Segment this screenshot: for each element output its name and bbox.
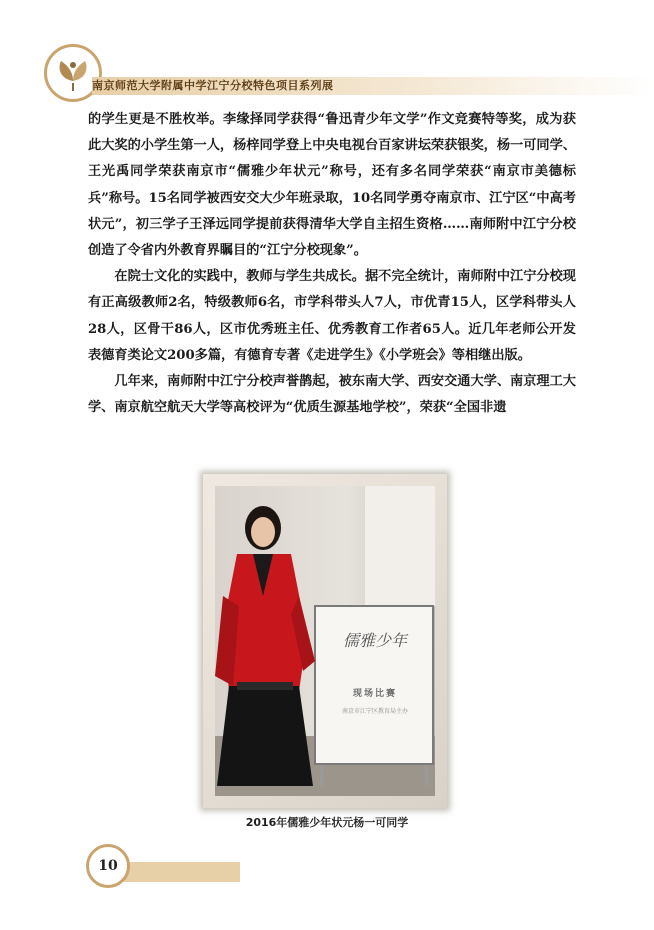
board-line: 南京市江宁区教育局主办 [341,708,408,715]
photo-frame [203,474,447,808]
paragraph-2: 在院士文化的实践中，教师与学生共成长。据不完全统计，南师附中江宁分校现有正高级教师2名，特级教师6名，市学科带头人7人，市优青15人，区学科带头人28人，区骨干86人，区市优秀班主任、优秀教育工作者65人。近几年老师公开发表德育类论文200多篇，有德育专著《走进学生》《小学班会》等相继出版。 [88,269,576,363]
page-number: 10 [86,844,130,888]
leaf-emblem-icon [51,51,95,95]
board-title: 儒雅少年 [342,631,407,650]
paragraph-3: 几年来，南师附中江宁分校声誉鹊起，被东南大学、西安交通大学、南京理工大学、南京航空航天大学等高校评为“优质生源基地学校”，荣获“全国非遗 [88,374,576,416]
board-subtitle: 现场比赛 [352,689,397,699]
article-body [88,107,576,421]
photo-caption: 2016年儒雅少年状元杨一可同学 [245,816,409,829]
page-header [0,0,654,110]
student-photo [215,486,435,796]
paragraph-1: 的学生更是不胜枚举。李缘择同学获得“鲁迅青少年文学”作文竞赛特等奖，成为获此大奖的小学生第一人，杨梓同学登上中央电视台百家讲坛荣获银奖，杨一可同学、王光禹同学荣获南京市“儒雅少年状元”称号，还有多名同学荣获“南京市美德标兵”称号。15名同学被西安交大少年班录取，10名同学勇夺南京市、江宁区“中高考状元”，初三学子王泽远同学提前获得清华大学自主招生资格……南师附中江宁分校创造了令省内外教育界瞩目的“江宁分校现象”。 [88,112,576,259]
header-title: 南京师范大学附属中学江宁分校特色项目系列展 [92,79,334,92]
